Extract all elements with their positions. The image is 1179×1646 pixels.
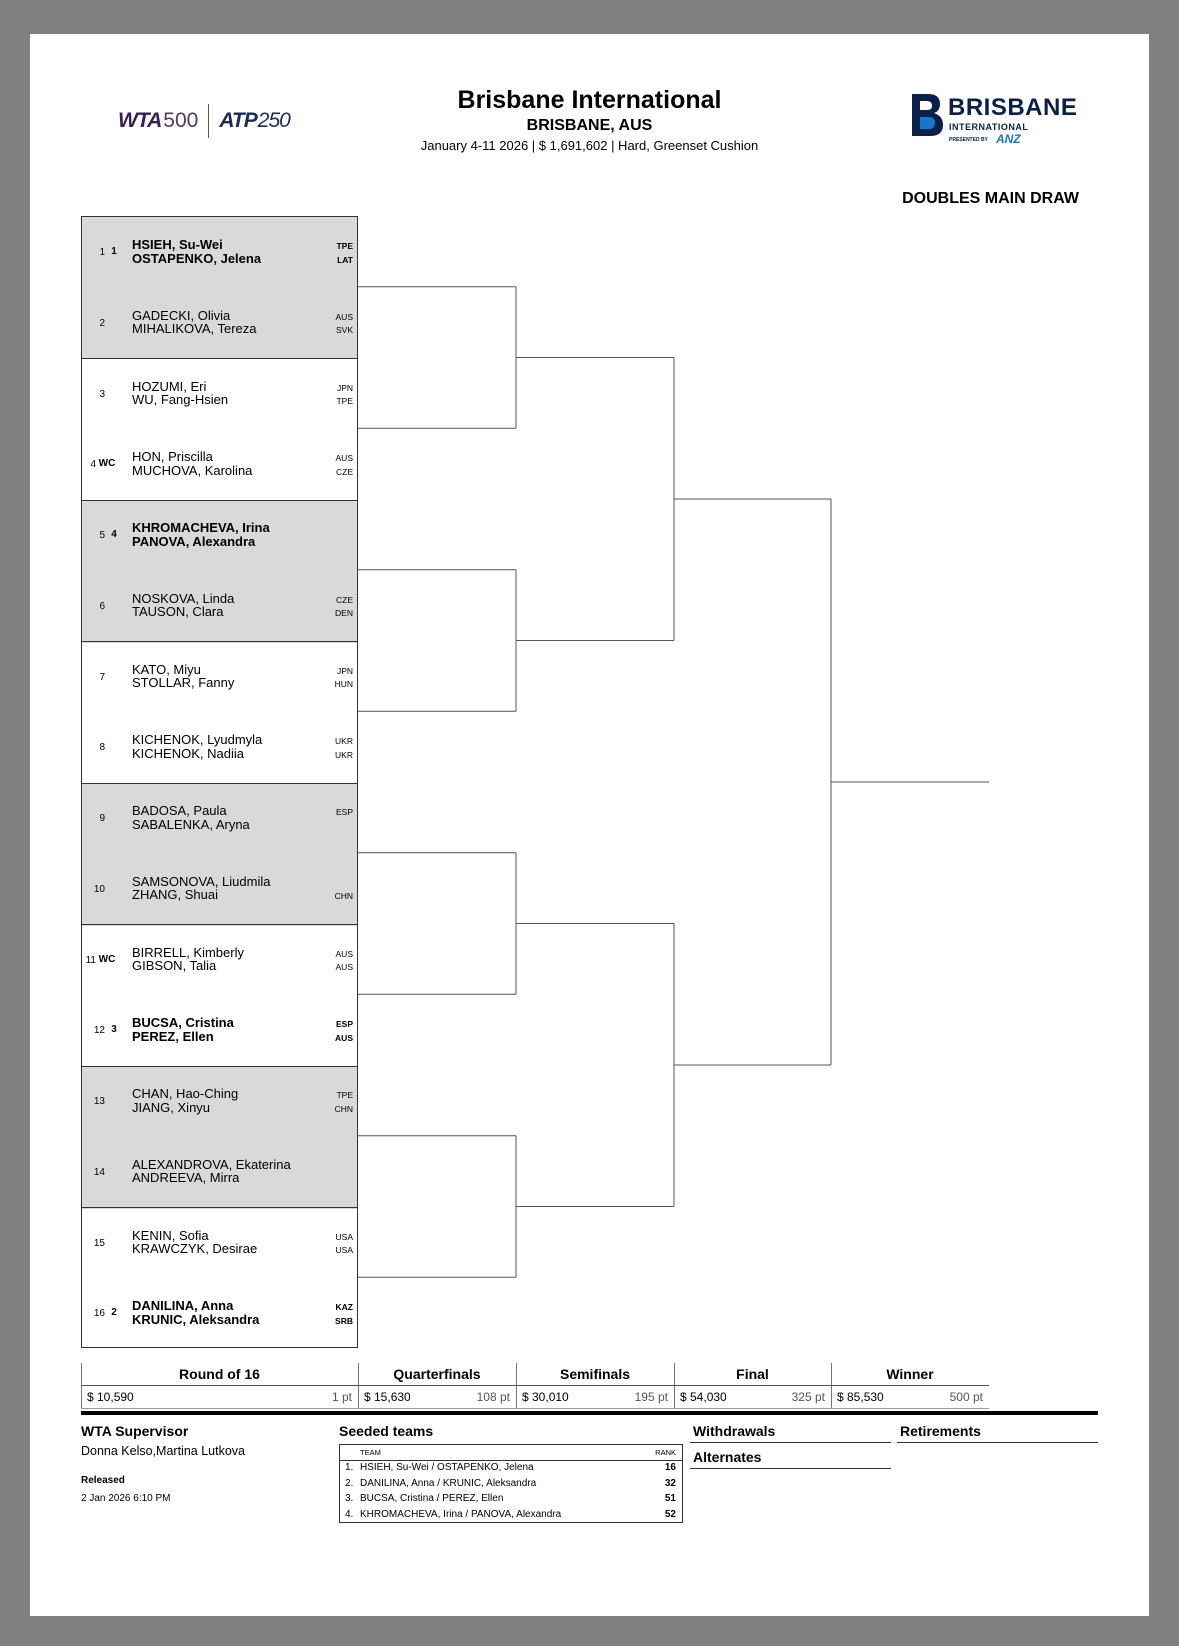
player-name: NOSKOVA, Linda xyxy=(132,590,235,606)
round-name: Winner xyxy=(831,1363,989,1386)
draw-sheet xyxy=(30,34,1149,1616)
country-code: AUS xyxy=(335,453,353,464)
released-heading: Released xyxy=(81,1475,125,1486)
ranking-points: 108 pt xyxy=(476,1390,510,1404)
brand-word: BRISBANE xyxy=(948,94,1078,121)
round-name: Round of 16 xyxy=(81,1363,358,1386)
seeded-team-row xyxy=(340,1507,682,1523)
seeded-teams-heading: Seeded teams xyxy=(339,1423,434,1439)
player-name: KHROMACHEVA, Irina xyxy=(132,520,270,535)
player-name: GADECKI, Olivia xyxy=(132,307,231,323)
draw-line-number: 4 xyxy=(90,459,96,471)
seed-or-status: WC xyxy=(98,458,116,470)
prize-money: $ 54,030 xyxy=(680,1390,727,1404)
player-name: BADOSA, Paula xyxy=(132,803,227,818)
country-code: SRB xyxy=(335,1315,353,1326)
player-name: KATO, Miyu xyxy=(132,661,201,677)
player-name: HOZUMI, Eri xyxy=(132,378,207,394)
player-name: KICHENOK, Lyudmyla xyxy=(132,732,263,748)
country-code: LAT xyxy=(337,254,353,265)
draw-line-number: 7 xyxy=(99,671,105,683)
player-name: HON, Priscilla xyxy=(132,449,213,465)
seeded-team-row xyxy=(340,1460,682,1476)
draw-line-number: 13 xyxy=(93,1096,105,1107)
seeded-team-row xyxy=(340,1491,682,1507)
rank-column-header: RANK xyxy=(655,1448,676,1457)
player-name: KICHENOK, Nadiia xyxy=(132,745,244,761)
country-code: TPE xyxy=(336,241,353,251)
player-name: TAUSON, Clara xyxy=(132,604,224,620)
player-name: GIBSON, Talia xyxy=(132,958,217,973)
seed-number: 3. xyxy=(345,1493,354,1504)
player-name: MUCHOVA, Karolina xyxy=(132,462,253,478)
country-code: USA xyxy=(335,1231,353,1242)
player-name: MIHALIKOVA, Tereza xyxy=(132,321,257,337)
draw-line-number: 1 xyxy=(99,247,105,258)
player-name: DANILINA, Anna xyxy=(132,1298,234,1314)
retirements-heading: Retirements xyxy=(900,1423,981,1439)
row-rule xyxy=(516,1408,674,1409)
prize-money: $ 15,630 xyxy=(364,1390,411,1404)
seeded-table-header xyxy=(340,1445,682,1461)
atp-logo: ATP250 xyxy=(219,109,290,132)
seed-team: KHROMACHEVA, Irina / PANOVA, Alexandra xyxy=(360,1508,562,1520)
row-rule xyxy=(358,1408,516,1409)
draw-line-number: 9 xyxy=(99,813,105,824)
draw-line-number: 15 xyxy=(93,1237,105,1249)
player-name: JIANG, Xinyu xyxy=(132,1099,211,1115)
player-name: WU, Fang-Hsien xyxy=(132,392,229,407)
player-name: OSTAPENKO, Jelena xyxy=(132,250,262,266)
draw-line-number: 16 xyxy=(93,1308,105,1320)
tournament-title: Brisbane International xyxy=(457,86,722,114)
player-name: KENIN, Sofia xyxy=(132,1227,209,1243)
player-name: BUCSA, Cristina xyxy=(132,1015,234,1031)
draw-line-number: 12 xyxy=(93,1025,105,1037)
country-code: AUS xyxy=(335,962,353,972)
prize-money: $ 30,010 xyxy=(522,1390,569,1404)
ranking-points: 195 pt xyxy=(634,1390,668,1404)
ranking-points: 1 pt xyxy=(331,1390,352,1404)
withdrawals-rule xyxy=(690,1442,891,1443)
seed-rank: 16 xyxy=(664,1462,676,1473)
released-datetime: 2 Jan 2026 6:10 PM xyxy=(81,1493,171,1504)
team-column-header: TEAM xyxy=(360,1448,381,1457)
row-rule xyxy=(81,1408,358,1409)
round-column xyxy=(674,1363,831,1409)
draw-line-number: 14 xyxy=(93,1166,105,1178)
row-rule xyxy=(831,1408,989,1409)
round-name: Quarterfinals xyxy=(358,1363,516,1386)
country-code: UKR xyxy=(335,736,353,747)
draw-line-number: 10 xyxy=(93,883,105,895)
section-divider xyxy=(81,1411,1098,1415)
country-code: TPE xyxy=(336,1090,353,1100)
player-name: ALEXANDROVA, Ekaterina xyxy=(132,1156,291,1172)
country-code: HUN xyxy=(334,679,353,689)
supervisor-heading: WTA Supervisor xyxy=(81,1423,189,1439)
country-code: SVK xyxy=(335,325,353,336)
country-code: AUS xyxy=(335,311,353,322)
player-name: HSIEH, Su-Wei xyxy=(132,237,223,252)
draw-line-number: 2 xyxy=(99,317,105,329)
country-code: JPN xyxy=(336,665,353,676)
player-name: PEREZ, Ellen xyxy=(132,1028,214,1044)
seed-or-status: 1 xyxy=(111,246,117,257)
country-code: UKR xyxy=(335,749,353,760)
player-name: SAMSONOVA, Liudmila xyxy=(132,873,271,889)
retirements-rule xyxy=(897,1442,1098,1443)
draw-bracket xyxy=(30,34,1149,1354)
round-column xyxy=(358,1363,516,1409)
country-code: KAZ xyxy=(335,1302,353,1313)
seed-number: 2. xyxy=(345,1477,354,1489)
draw-line-number: 3 xyxy=(99,388,105,400)
seed-or-status: 3 xyxy=(111,1024,117,1036)
draw-type: DOUBLES MAIN DRAW xyxy=(902,190,1079,207)
round-column xyxy=(831,1363,989,1409)
player-name: PANOVA, Alexandra xyxy=(132,533,256,549)
brand-sub: INTERNATIONAL xyxy=(949,122,1029,132)
country-code: AUS xyxy=(335,948,353,959)
seed-team: BUCSA, Cristina / PEREZ, Ellen xyxy=(360,1493,504,1504)
round-prize xyxy=(674,1386,831,1408)
player-name: SABALENKA, Aryna xyxy=(132,816,250,832)
round-prize xyxy=(358,1386,516,1408)
country-code: JPN xyxy=(336,382,353,393)
seed-or-status: WC xyxy=(98,953,116,965)
country-code: CZE xyxy=(336,594,353,605)
round-prize xyxy=(81,1386,358,1408)
draw-line-number: 8 xyxy=(99,742,105,754)
country-code: CHN xyxy=(334,1103,353,1114)
country-code: USA xyxy=(335,1245,353,1255)
seed-rank: 52 xyxy=(664,1508,676,1520)
country-code: CHN xyxy=(334,891,353,902)
seed-rank: 51 xyxy=(664,1493,676,1504)
seed-number: 1. xyxy=(345,1462,354,1473)
withdrawals-heading: Withdrawals xyxy=(693,1423,776,1439)
draw-line-number: 11 xyxy=(85,954,96,966)
player-name: ANDREEVA, Mirra xyxy=(132,1170,240,1186)
country-code: CZE xyxy=(336,466,353,477)
player-name: KRAWCZYK, Desirae xyxy=(132,1241,258,1256)
sponsor-logo: ANZ xyxy=(996,132,1021,146)
round-column xyxy=(81,1363,358,1409)
player-name: KRUNIC, Aleksandra xyxy=(132,1311,260,1327)
country-code: ESP xyxy=(335,1019,353,1030)
draw-line-number: 6 xyxy=(99,600,105,612)
ranking-points: 500 pt xyxy=(949,1390,983,1404)
player-name: BIRRELL, Kimberly xyxy=(132,944,244,960)
supervisor-names: Donna Kelso,Martina Lutkova xyxy=(81,1444,245,1458)
row-rule xyxy=(674,1408,831,1409)
round-name: Final xyxy=(674,1363,831,1386)
round-prize xyxy=(831,1386,989,1408)
seed-team: DANILINA, Anna / KRUNIC, Aleksandra xyxy=(360,1477,537,1489)
tournament-info: January 4-11 2026 | $ 1,691,602 | Hard, Greenset Cushion xyxy=(420,138,759,153)
seeded-teams-table xyxy=(339,1444,683,1523)
seed-or-status: 4 xyxy=(111,529,117,540)
ranking-points: 325 pt xyxy=(791,1390,825,1404)
draw-line-number: 5 xyxy=(99,530,105,541)
seed-team: HSIEH, Su-Wei / OSTAPENKO, Jelena xyxy=(360,1462,534,1473)
alternates-heading: Alternates xyxy=(693,1449,762,1465)
seed-or-status: 2 xyxy=(111,1307,117,1319)
seed-number: 4. xyxy=(345,1508,354,1520)
round-column xyxy=(516,1363,674,1409)
country-code: TPE xyxy=(336,396,353,406)
round-name: Semifinals xyxy=(516,1363,674,1386)
wta-logo: WTA500 xyxy=(118,109,199,132)
player-name: STOLLAR, Fanny xyxy=(132,675,235,690)
round-prize xyxy=(516,1386,674,1408)
seeded-team-row xyxy=(340,1476,682,1492)
seed-rank: 32 xyxy=(664,1477,676,1489)
player-name: ZHANG, Shuai xyxy=(132,887,218,903)
alternates-rule xyxy=(690,1468,891,1469)
player-name: CHAN, Hao-Ching xyxy=(132,1086,239,1101)
tournament-location: BRISBANE, AUS xyxy=(526,117,653,134)
country-code: AUS xyxy=(335,1032,353,1043)
prize-money: $ 10,590 xyxy=(87,1390,134,1404)
brand-presented: PRESENTED BY xyxy=(949,137,988,143)
prize-money: $ 85,530 xyxy=(837,1390,884,1404)
country-code: DEN xyxy=(335,608,353,619)
country-code: ESP xyxy=(335,807,353,817)
